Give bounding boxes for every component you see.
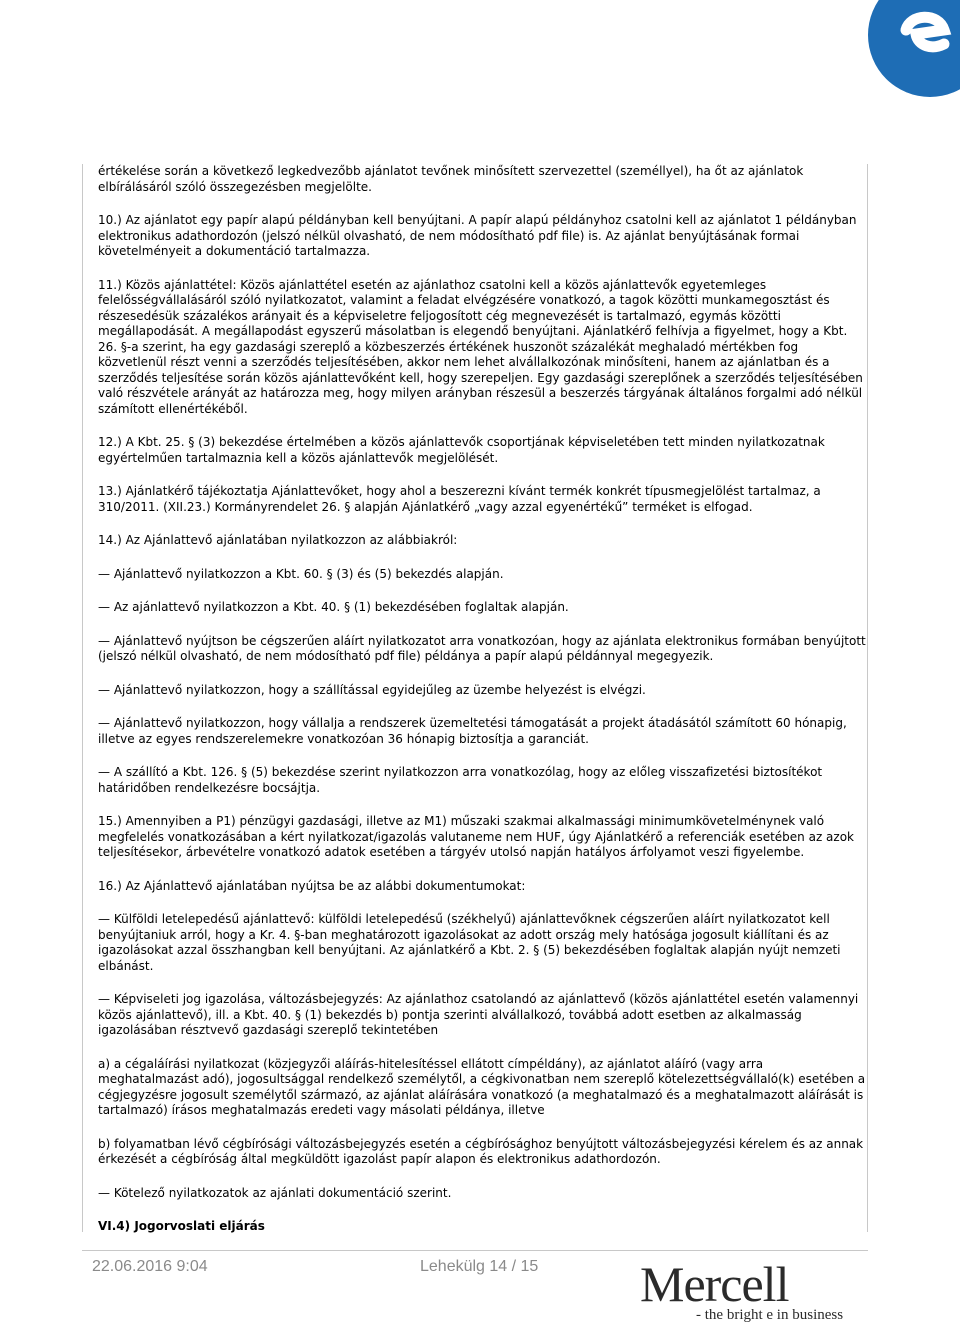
brand-logo [640,1255,870,1327]
footer-divider [82,1250,868,1251]
brand-name: Mercell [640,1256,789,1312]
paragraph-16: 16.) Az Ajánlattevő ajánlatában nyújtsa be az alábbi dokumentumokat: [98,878,526,893]
footer-date: 22.06.2016 9:04 [92,1258,208,1275]
list-item: — A szállító a Kbt. 126. § (5) bekezdése szerint nyilatkozzon arra vonatkozólag, hogy az előleg visszafizetési biztosítékot határidőben rendelkezésre bocsájtja. [98,765,823,795]
footer-page-number: Lehekülg 14 / 15 [420,1258,539,1275]
paragraph-10: 10.) Az ajánlatot egy papír alapú példányban kell benyújtani. A papír alapú példányhoz csatolni kell az ajánlatot 1 példányban elektronikus adathordozón (jelszó nélkül olvasható, de nem módosítható pdf file) is. Az ajánlat benyújtásának formai követelményeit a dokumentáció tartalmazza. [98,213,857,258]
list-item: — Kötelező nyilatkozatok az ajánlati dokumentáció szerint. [98,1185,452,1200]
list-item: a) a cégaláírási nyilatkozat (közjegyzői aláírás-hitelesítéssel ellátott címpéldány), az ajánlatot aláíró (vagy arra meghatalmazást adó), jogosultsággal rendelkező személytől, a cégkivonatban nem szereplő kötelezettségvállaló(k) esetében a cégjegyzésre jogosult személytől származó, az ajánlat aláírására vonatkozó (a meghatalmazó és a meghatalmazott aláírását is tartalmazó) írásos meghatalmazás eredeti vagy másolati példánya, illetve [98,1056,866,1117]
paragraph-13: 13.) Ajánlatkérő tájékoztatja Ajánlattevőket, hogy ahol a beszerezni kívánt termék konkrét típusmegjelölést tartalmaz, a 310/2011. (XII.23.) Kormányrendelet 26. § alapján Ajánlatkérő „vagy azzal egyenértékű” terméket is elfogad. [98,484,821,514]
document-body [82,164,868,1232]
corner-logo-icon [820,0,960,100]
list-item: — Külföldi letelepedésű ajánlattevő: külföldi letelepedésű (székhelyű) ajánlattevőknek cégszerűen aláírt nyilatkozatot kell benyújtaniuk arról, hogy a Kr. 4. §-ban meghatározott igazolásokat az adott ország mely hatósága jogosult kiállítani és az igazolásokat azzal összhangban kell benyújtani. Az ajánlatkérő a Kbt. 2. § (5) bekezdésében foglaltak alapján nyújt nemzeti elbánást. [98,912,841,973]
list-item: — Ajánlattevő nyilatkozzon, hogy vállalja a rendszerek üzemeltetési támogatását a projekt átadásától számított 60 hónapig, illetve az egyes rendszerelemekre vonatkozóan 36 hónapig biztosítja a garanciát. [98,716,847,746]
list-item: — Képviseleti jog igazolása, változásbejegyzés: Az ajánlathoz csatolandó az ajánlattevő (közös ajánlattétel esetén valamennyi közös ajánlattevő), ill. a Kbt. 40. § (1) bekezdés b) pontja szerinti alvállalkozó, továbbá adott esetben az alkalmasság igazolásában résztvevő gazdasági szereplő tekintetében [98,992,859,1037]
list-item: — Ajánlattevő nyújtson be cégszerűen aláírt nyilatkozatot arra vonatkozóan, hogy az ajánlata elektronikus formában benyújtott (jelszó nélkül olvasható, de nem módosítható pdf file) példánya a papír alapú példánnyal megegyezik. [98,633,866,663]
paragraph-14: 14.) Az Ajánlattevő ajánlatában nyilatkozzon az alábbiakról: [98,533,458,547]
brand-tagline: - the bright e in business [696,1307,844,1323]
section-heading: VI.4) Jogorvoslati eljárás [98,1219,265,1233]
list-item: — Ajánlattevő nyilatkozzon a Kbt. 60. § (3) és (5) bekezdés alapján. [98,566,504,581]
paragraph-12: 12.) A Kbt. 25. § (3) bekezdése értelmében a közös ajánlattevők csoportjának képviseletében tett minden nyilatkozatnak egyértelműen tartalmaznia kell a közös ajánlattevők megjelölését. [98,435,825,465]
paragraph-11: 11.) Közös ajánlattétel: Közös ajánlattétel esetén az ajánlathoz csatolni kell a közös ajánlattevők egyetemleges felelősségvállalásáról szóló nyilatkozatot, valamint a feladat elvégzésére vonatkozó, a tagok közötti munkamegosztást és részesedésük százalékos arányait és a képviseletre feljogosított cég megnevezését is tartalmazó, egymás közötti megállapodását. A megállapodást egyszerű másolatban is elegendő benyújtani. Ajánlatkérő felhívja a figyelmet, hogy a Kbt. 26. §-a szerint, ha egy gazdasági szereplő a közbeszerzés értékének huszonöt százalékát meghaladó mértékben fog közvetlenül részt venni a szerződés teljesítésében, akkor nem lehet alvállalkozónak minősíteni, hanem az ajánlatban és a szerződés teljesítése során közös ajánlattevőként kell, hogy szerepeljen. Egy gazdasági szereplőnek a szerződés teljesítésében való részvétele arányát az határozza meg, hogy milyen arányban részesül a beszerzés tárgyának általános forgalmi adó nélkül számított ellenértékéből. [98,277,863,416]
list-item: — Az ajánlattevő nyilatkozzon a Kbt. 40. § (1) bekezdésében foglaltak alapján. [98,600,569,614]
list-item: — Ajánlattevő nyilatkozzon, hogy a szállítással egyidejűleg az üzembe helyezést is elvégzi. [98,682,646,697]
paragraph-15: 15.) Amennyiben a P1) pénzügyi gazdasági, illetve az M1) műszaki szakmai alkalmassági minimumkövetelménynek való megfelelés vonatkozásában a kért nyilatkozat/igazolás valutaneme nem HUF, úgy Ajánlatkérő a referenciák esetében az azok teljesítésekor, árbevételre vonatkozó adatok esetében a tárgyév utolsó napján hatályos árfolyamot veszi figyelembe. [98,814,854,859]
list-item: b) folyamatban lévő cégbírósági változásbejegyzés esetén a cégbírósághoz benyújtott változásbejegyzési kérelem és az annak érkezését a cégbíróság által megküldött igazolást papír alapon és elektronikus adathordozón. [98,1136,864,1166]
paragraph-intro: értékelése során a következő legkedvezőbb ajánlatot tevőnek minősített szervezettel (személlyel), ha őt az ajánlatok elbírálásáról szóló összegezésben megjelölte. [98,164,804,194]
